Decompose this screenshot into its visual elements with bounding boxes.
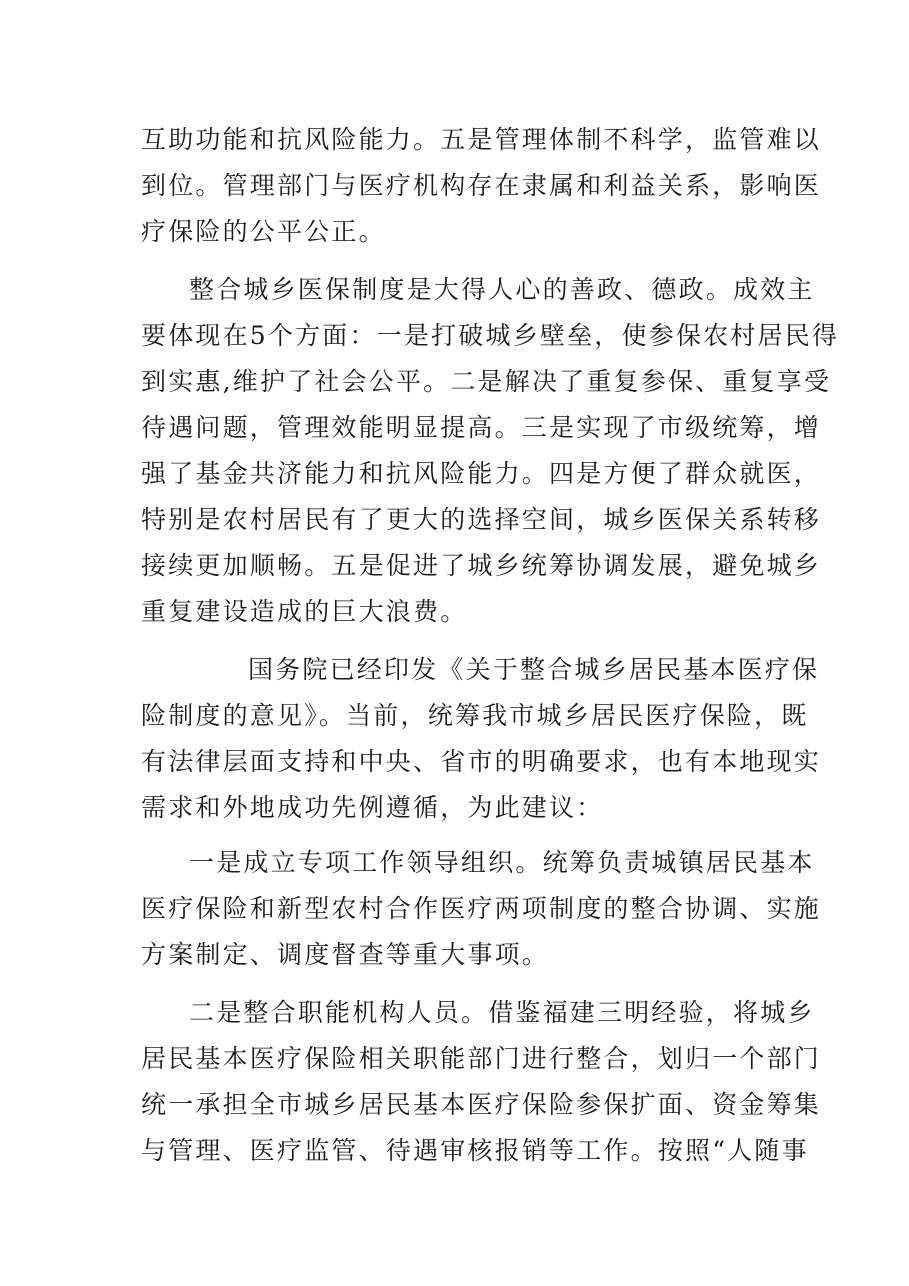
text-line: 强了基金共济能力和抗风险能力。四是方便了群众就医， bbox=[141, 459, 822, 488]
text-line: 疗保险的公平公正。 bbox=[141, 217, 386, 246]
paragraph-first-line: 整合城乡医保制度是大得人心的善政、德政。成效主 bbox=[189, 275, 815, 304]
text-line: 互助功能和抗风险能力。五是管理体制不科学，监管难以 bbox=[141, 125, 822, 154]
text-line: 有法律层面支持和中央、省市的明确要求，也有本地现实 bbox=[141, 747, 822, 776]
text-line: 险制度的意见》。当前，统筹我市城乡居民医疗保险，既 bbox=[141, 701, 809, 730]
text-line: 方案制定、调度督查等重大事项。 bbox=[141, 940, 550, 969]
text-line: 医疗保险和新型农村合作医疗两项制度的整合协调、实施 bbox=[141, 894, 822, 923]
text-line: 统一承担全市城乡居民基本医疗保险参保扩面、资金筹集 bbox=[141, 1090, 822, 1119]
text-line: 重复建设造成的巨大浪费。 bbox=[141, 597, 468, 626]
paragraph-first-line: 一是成立专项工作领导组织。统筹负责城镇居民基本 bbox=[189, 848, 815, 877]
text-line: 接续更加顺畅。五是促进了城乡统筹协调发展，避免城乡 bbox=[141, 551, 822, 580]
text-line: 需求和外地成功先例遵循，为此建议： bbox=[141, 793, 604, 822]
text-line: 要体现在5个方面：一是打破城乡壁垒，使参保农村居民得 bbox=[141, 321, 840, 350]
paragraph-first-line: 国务院已经印发《关于整合城乡居民基本医疗保 bbox=[248, 655, 820, 684]
text-line: 特别是农村居民有了更大的选择空间，城乡医保关系转移 bbox=[141, 505, 822, 534]
text-line: 到实惠,维护了社会公平。二是解决了重复参保、重复享受 bbox=[141, 367, 832, 396]
text-line: 到位。管理部门与医疗机构存在隶属和利益关系，影响医 bbox=[141, 171, 822, 200]
paragraph-first-line: 二是整合职能机构人员。借鉴福建三明经验，将城乡 bbox=[189, 998, 815, 1027]
text-line: 与管理、医疗监管、待遇审核报销等工作。按照“人随事 bbox=[141, 1136, 809, 1165]
text-line: 居民基本医疗保险相关职能部门进行整合，划归一个部门 bbox=[141, 1044, 822, 1073]
text-line: 待遇问题，管理效能明显提高。三是实现了市级统筹，增 bbox=[141, 413, 822, 442]
